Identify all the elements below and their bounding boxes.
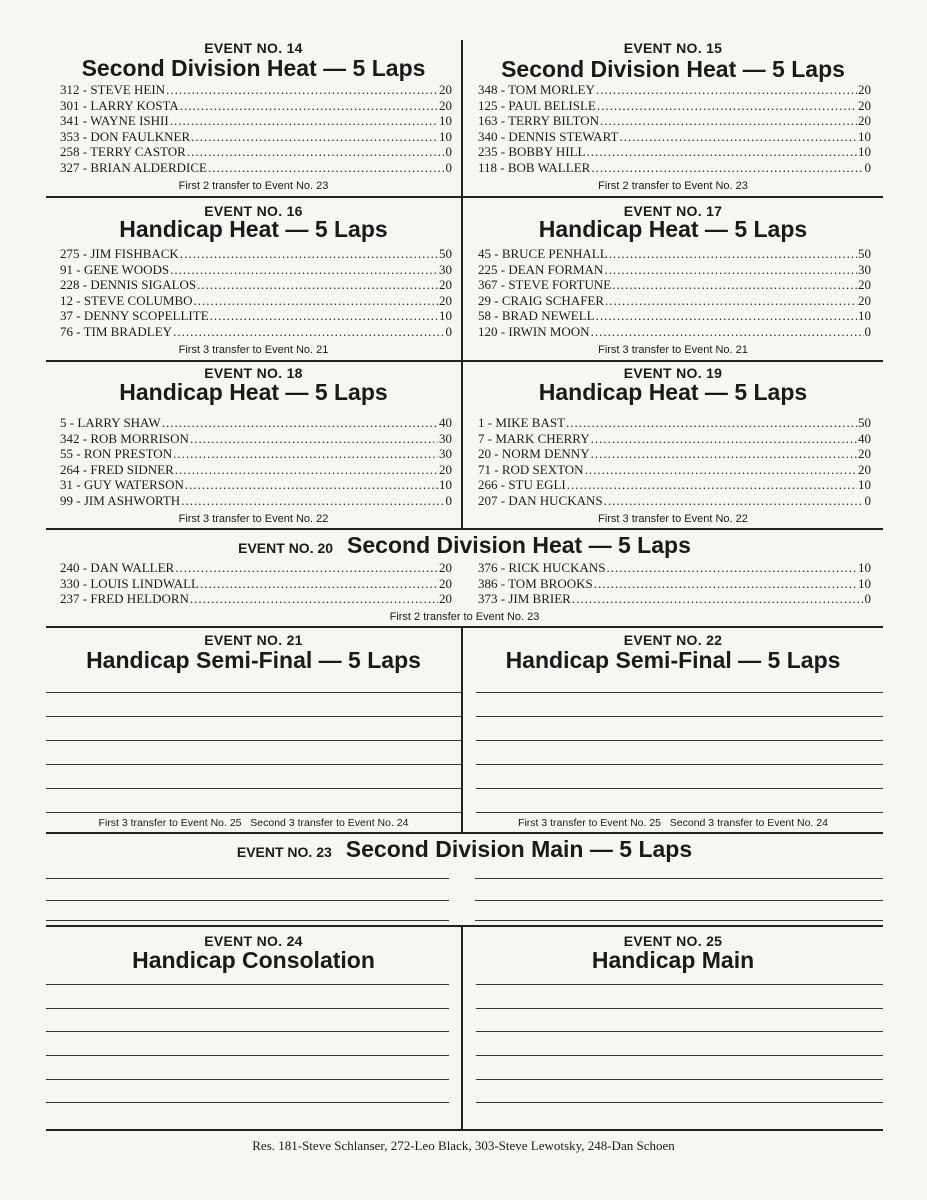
rider-entry xyxy=(60,129,452,145)
dot-leader xyxy=(197,277,438,293)
dot-leader xyxy=(166,82,438,98)
rider-name: 37 - DENNY SCOPELLITE xyxy=(60,308,209,323)
rider-name: 340 - DENNIS STEWART xyxy=(478,128,619,144)
dot-leader xyxy=(185,477,438,493)
transfer-note: First 2 transfer to Event No. 23 xyxy=(178,180,329,192)
result-line xyxy=(46,1055,449,1056)
handicap-value: 10 xyxy=(858,144,871,159)
rider-name: 99 - JIM ASHWORTH xyxy=(60,492,181,508)
dot-leader xyxy=(596,82,857,98)
handicap-value: 20 xyxy=(439,97,452,113)
rider-entry xyxy=(60,431,452,447)
dot-leader xyxy=(619,129,857,145)
handicap-value: 30 xyxy=(858,261,871,277)
result-line xyxy=(476,740,883,741)
rider-name: 91 - GENE WOODS xyxy=(60,261,170,277)
handicap-value: 50 xyxy=(858,246,871,261)
event-title: Handicap Heat — 5 Laps xyxy=(538,216,808,242)
entry-list xyxy=(478,415,871,508)
divider-row-3 xyxy=(46,528,883,530)
rider-entry xyxy=(60,308,452,324)
rider-name: 348 - TOM MORLEY xyxy=(478,82,595,97)
rider-name: 376 - RICK HUCKANS xyxy=(478,560,606,575)
rider-name: 225 - DEAN FORMAN xyxy=(478,261,604,277)
dot-leader xyxy=(194,293,438,309)
handicap-value: 0 xyxy=(864,591,871,606)
entry-list xyxy=(60,246,452,339)
rider-entry xyxy=(60,477,452,493)
rider-entry xyxy=(478,82,871,98)
dot-leader xyxy=(175,560,438,576)
result-line xyxy=(46,878,449,879)
event-number: EVENT NO. 18 xyxy=(204,365,303,381)
transfer-note xyxy=(46,817,461,829)
rider-entry xyxy=(60,493,452,509)
event-number: EVENT NO. 21 xyxy=(204,632,303,648)
event-number: EVENT NO. 20 xyxy=(238,540,334,556)
dot-leader xyxy=(585,462,857,478)
rider-name: 327 - BRIAN ALDERDICE xyxy=(60,159,207,175)
transfer-note: First 3 transfer to Event No. 22 xyxy=(598,513,748,525)
transfer-second: Second 3 transfer to Event No. 24 xyxy=(250,817,409,829)
rider-entry xyxy=(478,98,871,114)
rider-name: 275 - JIM FISHBACK xyxy=(60,246,179,261)
result-line xyxy=(46,984,449,985)
dot-leader xyxy=(587,144,858,160)
dot-leader xyxy=(567,477,857,493)
result-line xyxy=(476,984,883,985)
handicap-value: 20 xyxy=(439,560,452,575)
result-line xyxy=(46,692,461,693)
rider-entry xyxy=(478,324,871,340)
result-line xyxy=(476,812,883,813)
entry-list xyxy=(478,246,871,339)
handicap-value: 10 xyxy=(439,113,452,128)
handicap-value: 20 xyxy=(858,461,871,477)
transfer-note: First 2 transfer to Event No. 23 xyxy=(389,611,540,623)
handicap-value: 10 xyxy=(858,128,871,144)
dot-leader xyxy=(170,262,438,278)
dot-leader xyxy=(566,415,857,431)
event-title: Handicap Consolation xyxy=(132,947,375,973)
rider-name: 55 - RON PRESTON xyxy=(60,446,173,461)
result-line xyxy=(46,1008,449,1009)
result-line xyxy=(46,740,461,741)
dot-leader xyxy=(604,262,857,278)
handicap-value: 10 xyxy=(439,128,452,144)
event-number: EVENT NO. 24 xyxy=(204,933,303,949)
rider-name: 71 - ROD SEXTON xyxy=(478,461,584,477)
result-line xyxy=(476,1031,883,1032)
rider-name: 12 - STEVE COLUMBO xyxy=(60,292,193,308)
dot-leader xyxy=(604,493,864,509)
event-number: EVENT NO. 16 xyxy=(204,203,303,219)
handicap-value: 20 xyxy=(439,292,452,308)
result-line xyxy=(475,900,883,901)
handicap-value: 10 xyxy=(858,560,871,575)
entry-list xyxy=(478,82,871,175)
handicap-value: 0 xyxy=(445,492,452,508)
rider-entry xyxy=(60,446,452,462)
handicap-value: 0 xyxy=(445,144,452,159)
dot-leader xyxy=(609,246,857,262)
handicap-value: 10 xyxy=(858,308,871,323)
rider-entry xyxy=(478,144,871,160)
dot-leader xyxy=(591,446,857,462)
result-line xyxy=(46,920,449,921)
rider-name: 228 - DENNIS SIGALOS xyxy=(60,277,197,292)
event-title: Handicap Main xyxy=(591,947,755,973)
handicap-value: 20 xyxy=(439,82,452,97)
rider-name: 7 - MARK CHERRY xyxy=(478,430,590,446)
rider-name: 58 - BRAD NEWELL xyxy=(478,308,595,323)
result-line xyxy=(46,764,461,765)
result-line xyxy=(476,1079,883,1080)
result-line xyxy=(46,788,461,789)
event-title: Handicap Heat — 5 Laps xyxy=(538,379,808,405)
dot-leader xyxy=(572,591,864,607)
handicap-value: 30 xyxy=(439,261,452,277)
event-number: EVENT NO. 19 xyxy=(623,365,723,381)
rider-name: 264 - FRED SIDNER xyxy=(60,461,174,477)
rider-entry xyxy=(478,560,871,576)
rider-entry xyxy=(478,277,871,293)
event-heading xyxy=(46,532,883,559)
dot-leader xyxy=(612,277,857,293)
rider-entry xyxy=(60,144,452,160)
divider-row-1 xyxy=(46,196,883,198)
result-line xyxy=(46,812,461,813)
rider-name: 5 - LARRY SHAW xyxy=(60,415,161,430)
transfer-first: First 3 transfer to Event No. 25 xyxy=(98,817,242,829)
dot-leader xyxy=(591,324,864,340)
event-title: Handicap Heat — 5 Laps xyxy=(119,216,388,242)
rider-entry xyxy=(60,591,452,607)
result-line xyxy=(476,1008,883,1009)
event-title: Second Division Heat — 5 Laps xyxy=(501,56,845,82)
handicap-value: 20 xyxy=(858,97,871,113)
dot-leader xyxy=(594,576,857,592)
handicap-value: 30 xyxy=(439,446,452,461)
dot-leader xyxy=(181,493,444,509)
rider-entry xyxy=(60,98,452,114)
handicap-value: 20 xyxy=(439,591,452,606)
transfer-note: First 3 transfer to Event No. 21 xyxy=(598,344,748,356)
event-title: Second Division Heat — 5 Laps xyxy=(347,532,691,558)
rider-entry xyxy=(60,262,452,278)
transfer-note: First 3 transfer to Event No. 22 xyxy=(178,513,329,525)
rider-name: 120 - IRWIN MOON xyxy=(478,323,590,339)
entry-list xyxy=(60,415,452,508)
rider-entry xyxy=(60,246,452,262)
handicap-value: 20 xyxy=(858,292,871,308)
handicap-value: 20 xyxy=(858,82,871,97)
rider-entry xyxy=(478,246,871,262)
result-line xyxy=(46,900,449,901)
rider-name: 240 - DAN WALLER xyxy=(60,560,175,575)
event-number: EVENT NO. 22 xyxy=(623,632,723,648)
rider-entry xyxy=(478,293,871,309)
event-heading xyxy=(46,836,883,863)
event-number: EVENT NO. 23 xyxy=(236,844,332,860)
event-title: Handicap Semi-Final — 5 Laps xyxy=(86,647,421,673)
handicap-value: 0 xyxy=(864,323,871,339)
rider-name: 342 - ROB MORRISON xyxy=(60,430,189,446)
handicap-value: 30 xyxy=(439,430,452,446)
rider-name: 266 - STU EGLI xyxy=(478,477,566,492)
dot-leader xyxy=(596,308,857,324)
dot-leader xyxy=(200,576,438,592)
rider-entry xyxy=(60,113,452,129)
rider-entry xyxy=(60,576,452,592)
transfer-first: First 3 transfer to Event No. 25 xyxy=(518,817,662,829)
handicap-value: 20 xyxy=(858,113,871,128)
rider-name: 301 - LARRY KOSTA xyxy=(60,97,179,113)
handicap-value: 40 xyxy=(858,430,871,446)
rider-entry xyxy=(478,446,871,462)
result-line xyxy=(476,788,883,789)
event-title: Handicap Semi-Final — 5 Laps xyxy=(505,647,841,673)
transfer-note: First 2 transfer to Event No. 23 xyxy=(598,180,748,192)
rider-name: 20 - NORM DENNY xyxy=(478,446,590,461)
rider-name: 1 - MIKE BAST xyxy=(478,415,566,430)
rider-name: 353 - DON FAULKNER xyxy=(60,128,191,144)
rider-entry xyxy=(60,277,452,293)
dot-leader xyxy=(597,98,857,114)
handicap-value: 10 xyxy=(858,477,871,492)
rider-entry xyxy=(478,415,871,431)
rider-entry xyxy=(60,462,452,478)
rider-entry xyxy=(478,262,871,278)
event-number: EVENT NO. 15 xyxy=(623,40,723,56)
dot-leader xyxy=(190,431,438,447)
handicap-value: 10 xyxy=(439,477,452,492)
handicap-value: 10 xyxy=(858,575,871,591)
result-line xyxy=(46,1031,449,1032)
transfer-note xyxy=(463,817,883,829)
handicap-value: 0 xyxy=(445,159,452,175)
result-line xyxy=(476,716,883,717)
rider-entry xyxy=(478,160,871,176)
event-number: EVENT NO. 25 xyxy=(623,933,723,949)
rider-entry xyxy=(478,129,871,145)
handicap-value: 50 xyxy=(858,415,871,430)
dot-leader xyxy=(208,160,445,176)
rider-name: 386 - TOM BROOKS xyxy=(478,575,593,591)
rider-entry xyxy=(478,493,871,509)
rider-entry xyxy=(478,462,871,478)
result-line xyxy=(476,692,883,693)
dot-leader xyxy=(600,113,857,129)
dot-leader xyxy=(187,144,445,160)
rider-name: 76 - TIM BRADLEY xyxy=(60,323,173,339)
dot-leader xyxy=(173,446,438,462)
rider-name: 341 - WAYNE ISHII xyxy=(60,113,169,128)
event-title: Second Division Heat — 5 Laps xyxy=(81,55,426,81)
rider-entry xyxy=(60,82,452,98)
event-number: EVENT NO. 17 xyxy=(623,203,723,219)
event-number: EVENT NO. 14 xyxy=(204,40,303,56)
divider-bottom xyxy=(46,1129,883,1131)
result-line xyxy=(475,920,883,921)
rider-entry xyxy=(478,113,871,129)
result-line xyxy=(46,716,461,717)
dot-leader xyxy=(190,591,438,607)
rider-entry xyxy=(478,431,871,447)
rider-entry xyxy=(60,293,452,309)
rider-name: 312 - STEVE HEIN xyxy=(60,82,166,97)
dot-leader xyxy=(180,98,438,114)
event-title: Second Division Main — 5 Laps xyxy=(345,836,693,862)
rider-entry xyxy=(478,477,871,493)
entry-list-left xyxy=(60,560,452,607)
rider-name: 163 - TERRY BILTON xyxy=(478,113,599,128)
rider-name: 118 - BOB WALLER xyxy=(478,159,591,175)
divider-row-6 xyxy=(46,925,883,927)
rider-entry xyxy=(60,160,452,176)
dot-leader xyxy=(210,308,438,324)
column-divider-1 xyxy=(461,40,463,528)
rider-entry xyxy=(60,324,452,340)
result-line xyxy=(46,1102,449,1103)
handicap-value: 0 xyxy=(445,323,452,339)
handicap-value: 0 xyxy=(864,492,871,508)
result-line xyxy=(476,1102,883,1103)
reserves-note: Res. 181-Steve Schlanser, 272-Leo Black, 303-Steve Lewotsky, 248-Dan Schoen xyxy=(252,1138,675,1153)
handicap-value: 20 xyxy=(439,575,452,591)
transfer-note: First 3 transfer to Event No. 21 xyxy=(178,344,329,356)
handicap-value: 0 xyxy=(864,159,871,175)
handicap-value: 20 xyxy=(858,277,871,292)
dot-leader xyxy=(591,160,863,176)
entry-list xyxy=(60,82,452,175)
rider-entry xyxy=(478,308,871,324)
handicap-value: 10 xyxy=(439,308,452,323)
entry-list-right xyxy=(478,560,871,607)
transfer-second: Second 3 transfer to Event No. 24 xyxy=(669,817,828,829)
rider-entry xyxy=(60,560,452,576)
rider-entry xyxy=(60,415,452,431)
rider-name: 29 - CRAIG SCHAFER xyxy=(478,292,605,308)
dot-leader xyxy=(191,129,438,145)
result-line xyxy=(476,764,883,765)
divider-row-5 xyxy=(46,832,883,834)
dot-leader xyxy=(606,560,857,576)
rider-name: 258 - TERRY CASTOR xyxy=(60,144,186,159)
handicap-value: 20 xyxy=(858,446,871,461)
handicap-value: 20 xyxy=(439,461,452,477)
handicap-value: 40 xyxy=(439,415,452,430)
divider-row-4 xyxy=(46,626,883,628)
rider-name: 235 - BOBBY HILL xyxy=(478,144,586,159)
rider-entry xyxy=(478,591,871,607)
rider-name: 330 - LOUIS LINDWALL xyxy=(60,575,200,591)
result-line xyxy=(475,878,883,879)
dot-leader xyxy=(180,246,438,262)
dot-leader xyxy=(605,293,857,309)
rider-name: 45 - BRUCE PENHALL xyxy=(478,246,608,261)
handicap-value: 20 xyxy=(439,277,452,292)
handicap-value: 50 xyxy=(439,246,452,261)
rider-entry xyxy=(478,576,871,592)
rider-name: 125 - PAUL BELISLE xyxy=(478,97,596,113)
dot-leader xyxy=(162,415,438,431)
result-line xyxy=(46,1079,449,1080)
dot-leader xyxy=(173,324,444,340)
rider-name: 373 - JIM BRIER xyxy=(478,591,571,606)
dot-leader xyxy=(170,113,438,129)
event-title: Handicap Heat — 5 Laps xyxy=(119,379,388,405)
rider-name: 367 - STEVE FORTUNE xyxy=(478,277,612,292)
dot-leader xyxy=(175,462,438,478)
dot-leader xyxy=(591,431,857,447)
rider-name: 237 - FRED HELDORN xyxy=(60,591,189,606)
divider-row-2 xyxy=(46,360,883,362)
rider-name: 207 - DAN HUCKANS xyxy=(478,492,603,508)
result-line xyxy=(476,1055,883,1056)
rider-name: 31 - GUY WATERSON xyxy=(60,477,184,492)
